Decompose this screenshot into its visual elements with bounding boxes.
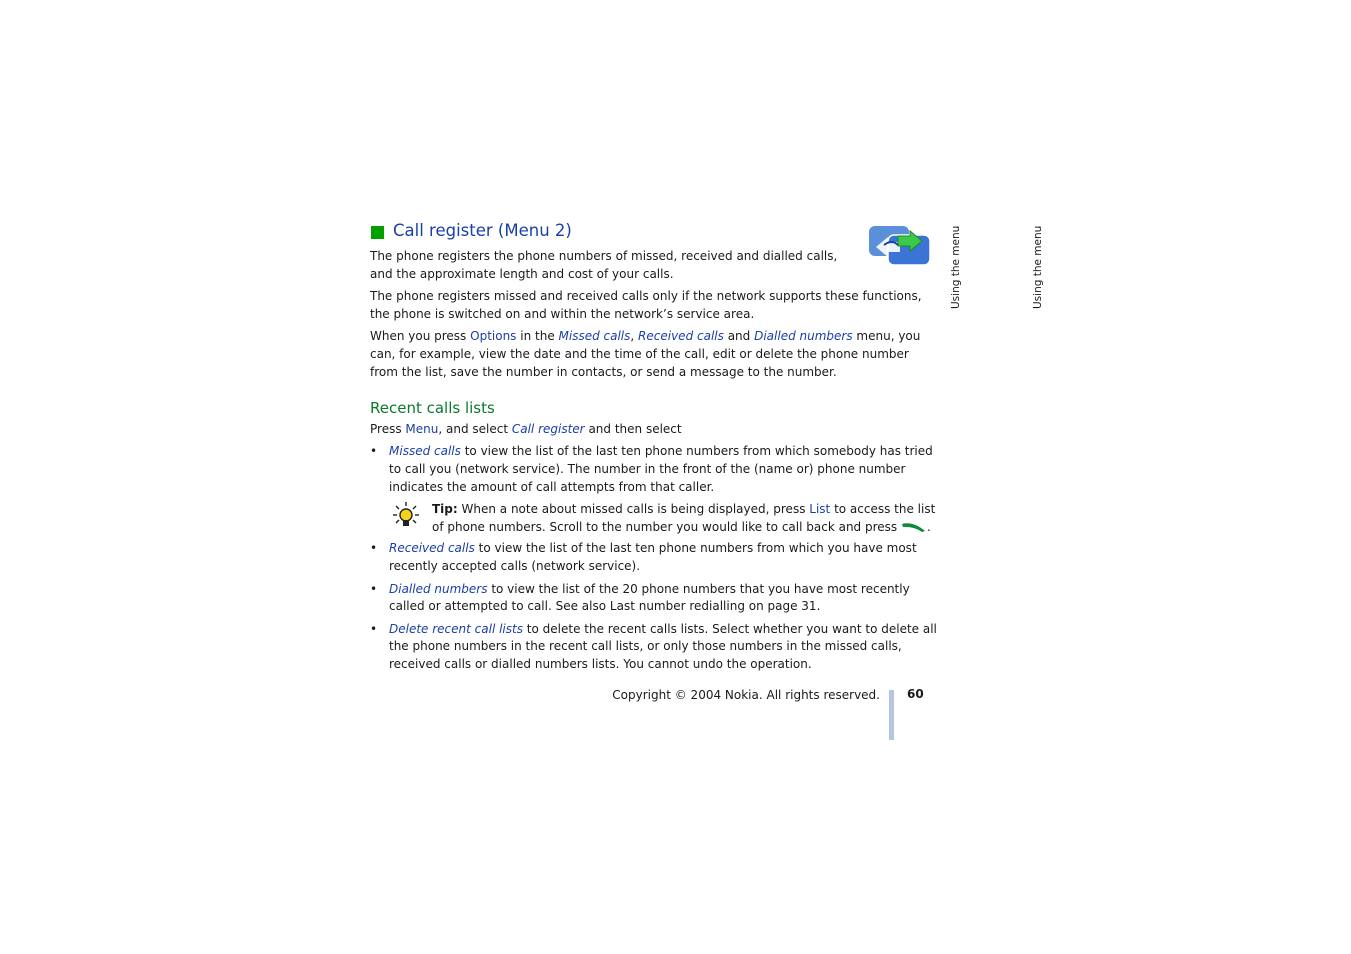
menu-softkey-label: Menu [405, 421, 439, 436]
text: , and select [438, 421, 512, 436]
text: Press [370, 421, 406, 436]
recent-calls-list [370, 443, 938, 496]
tip-text: When a note about missed calls is being displayed, press [457, 502, 810, 517]
section-heading [370, 222, 938, 244]
text: and [723, 329, 755, 344]
bullet: • [370, 581, 378, 596]
tip-label: Tip: [432, 502, 458, 517]
tip-end: . [926, 519, 931, 534]
recent-lead [370, 421, 938, 439]
item-term: Received calls [389, 541, 475, 556]
page-number: 60 [907, 687, 924, 701]
text: and then select [584, 421, 682, 436]
call-key-icon [901, 521, 927, 533]
intro-paragraph-2: The phone registers missed and received calls only if the network supports these functions, the phone is switched on and within the network’s service area. [370, 289, 922, 321]
item-text: to view the list of the last ten phone numbers from which somebody has tried to call you (network service). The number in the front of the (name or) phone number indicates the amount of call attempts from that caller. [389, 444, 933, 494]
list-item [370, 540, 938, 575]
missed-calls-menu-ref: Missed calls [558, 329, 631, 344]
page-bar [889, 690, 894, 740]
list-softkey-label: List [809, 502, 831, 517]
bullet: • [370, 444, 378, 459]
bullet: • [370, 541, 378, 556]
heading-square-icon [371, 226, 384, 239]
copyright-footer: Copyright © 2004 Nokia. All rights reserved. [612, 688, 880, 702]
dialled-numbers-menu-ref: Dialled numbers [754, 329, 853, 344]
lightbulb-icon [392, 501, 420, 529]
tip-note [370, 501, 938, 536]
item-term: Missed calls [389, 444, 461, 459]
bullet: • [370, 621, 378, 636]
tip-text: to access the list of phone numbers. Scroll to the number you would like to call back and press [432, 502, 936, 534]
list-item [370, 581, 938, 616]
list-item [370, 621, 938, 674]
text: in the [516, 329, 559, 344]
item-term: Delete recent call lists [389, 621, 523, 636]
recent-calls-list-continued [370, 540, 938, 673]
options-softkey-label: Options [470, 329, 517, 344]
intro-paragraph-3 [370, 328, 938, 381]
item-term: Dialled numbers [389, 581, 488, 596]
text: menu, you can, for example, view the date and the time of the call, edit or delete the phone number from the list, save the number in contacts, or send a message to the number. [370, 329, 921, 379]
text: , [630, 329, 639, 344]
item-text: to view the list of the 20 phone numbers that you have most recently called or attempted to call. See also Last number redialling on page 31. [389, 581, 910, 614]
subheading-recent-calls: Recent calls lists [370, 399, 495, 418]
intro-paragraph-1: The phone registers the phone numbers of missed, received and dialled calls, and the approximate length and cost of your calls. [370, 249, 838, 281]
page-title: Call register (Menu 2) [393, 221, 572, 240]
item-text: to view the list of the last ten phone numbers from which you have most recently accepted calls (network service). [389, 541, 917, 573]
section-tab: Using the menu [950, 225, 962, 309]
text: When you press [370, 329, 471, 344]
item-text: to delete the recent calls lists. Select whether you want to delete all the phone numbers in the recent call lists, or only those numbers in the missed calls, received calls or dialled numbers lists. You cannot undo the operation. [389, 621, 937, 671]
section-tab-secondary: Using the menu [1032, 225, 1044, 309]
call-register-menu-ref: Call register [511, 421, 585, 436]
list-item [370, 443, 938, 496]
main-content [370, 222, 938, 678]
received-calls-menu-ref: Received calls [638, 329, 724, 344]
